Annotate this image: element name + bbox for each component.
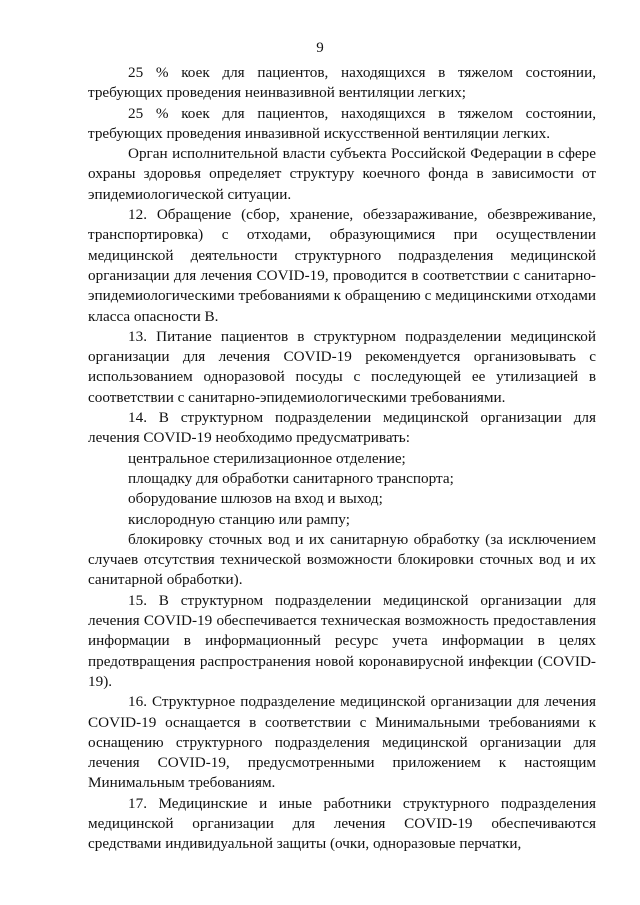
list-item-transport-area: площадку для обработки санитарного транспорта; [128,469,454,487]
list-item-oxygen: кислородную станцию или рампу; [128,510,350,528]
paragraph-executive-authority: Орган исполнительной власти субъекта Российской Федерации в сфере охраны здоровья определяет структуру коечного фонда в зависимости от эпидемиологической ситуации. [88,145,596,203]
list-item-sterilization: центральное стерилизационное отделение; [128,449,406,467]
document-body [88,63,596,855]
paragraph-item-14: 14. В структурном подразделении медицинской организации для лечения COVID-19 необходимо предусматривать: [88,409,596,447]
list-item-airlocks: оборудование шлюзов на вход и выход; [128,490,383,508]
paragraph-item-15: 15. В структурном подразделении медицинской организации для лечения COVID-19 обеспечивается техническая возможность предоставления информации в информационный ресурс учета информации в целях предотвращения распространения новой коронавирусной инфекции (COVID-19). [88,591,596,690]
page-number: 9 [316,40,324,56]
paragraph-item-17: 17. Медицинские и иные работники структурного подразделения медицинской организации для лечения COVID-19 обеспечиваются средствами индивидуальной защиты (очки, одноразовые перчатки, [88,794,596,853]
paragraph-item-12: 12. Обращение (сбор, хранение, обеззараживание, обезвреживание, транспортировка) с отходами, образующимися при осуществлении медицинской деятельности структурного подразделения медицинской организации для лечения COVID-19, проводится в соответствии с санитарно-эпидемиологическими требованиями к обращению с медицинскими отходами класса опасности В. [88,206,596,325]
list-item-wastewater: блокировку сточных вод и их санитарную обработку (за исключением случаев отсутствия технической возможности блокировки сточных вод и их санитарной обработки). [88,530,596,589]
paragraph-item-16: 16. Структурное подразделение медицинской организации для лечения COVID-19 оснащается в соответствии с Минимальными требованиями к оснащению структурного подразделения медицинской организации для лечения COVID-19, предусмотренными приложением к настоящим Минимальным требованиям. [88,693,596,792]
paragraph-item-13: 13. Питание пациентов в структурном подразделении медицинской организации для лечения COVID-19 рекомендуется организовывать с использованием одноразовой посуды с последующей ее утилизацией в соответствии с санитарно-эпидемиологическими требованиями. [88,327,596,406]
paragraph-beds-invasive: 25 % коек для пациентов, находящихся в тяжелом состоянии, требующих проведения инвазивной искусственной вентиляции легких. [88,104,596,142]
paragraph-beds-noninvasive: 25 % коек для пациентов, находящихся в тяжелом состоянии, требующих проведения неинвазивной вентиляции легких; [88,64,596,102]
